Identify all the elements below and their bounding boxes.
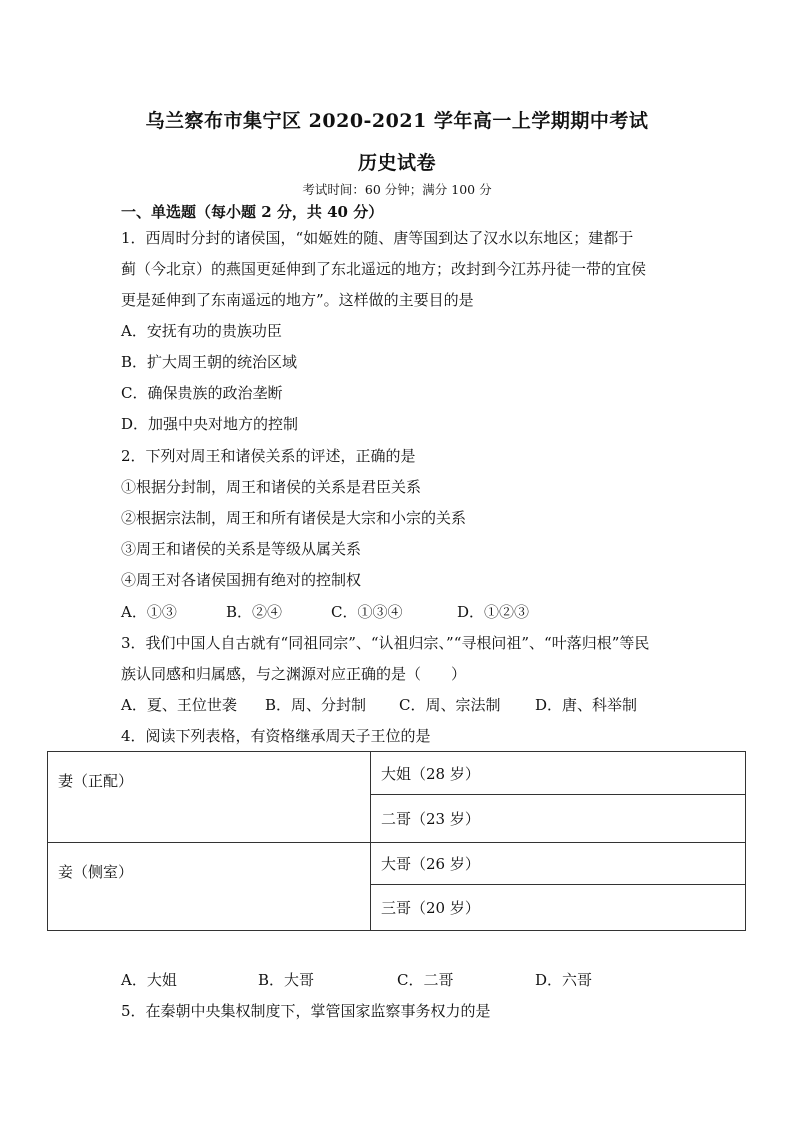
wife-child-cell: 大姐（28 岁） [371, 752, 746, 795]
q2-option-b: B．②④ [226, 603, 283, 621]
q2-stem: 2．下列对周王和诸侯关系的评述，正确的是 [121, 447, 416, 465]
q4-option-c: C．二哥 [397, 971, 454, 989]
exam-subtitle: 历史试卷 [357, 152, 436, 174]
q1-option-a: A．安抚有功的贵族功臣 [121, 322, 282, 340]
q1-stem-line-3: 更是延伸到了东南遥远的地方”。这样做的主要目的是 [121, 291, 474, 309]
table-row [48, 843, 746, 885]
q2-option-a: A．①③ [121, 603, 177, 621]
q2-item-4: ④周王对各诸侯国拥有绝对的控制权 [121, 571, 362, 589]
wife-label-cell: 妻（正配） [48, 752, 371, 843]
q3-stem-line-1: 3．我们中国人自古就有“同祖同宗”、“认祖归宗、”“寻根问祖”、“叶落归根”等民 [121, 634, 650, 652]
q1-option-c: C．确保贵族的政治垄断 [121, 384, 283, 402]
q3-option-d: D．唐、科举制 [535, 696, 638, 714]
q1-option-b: B．扩大周王朝的统治区域 [121, 353, 298, 371]
q2-option-d: D．①②③ [457, 603, 530, 621]
q2-item-3: ③周王和诸侯的关系是等级从属关系 [121, 540, 362, 558]
q2-item-1: ①根据分封制，周王和诸侯的关系是君臣关系 [121, 478, 422, 496]
q3-option-c: C．周、宗法制 [399, 696, 501, 714]
q1-stem-line-1: 1．西周时分封的诸侯国，“如姬姓的随、唐等国到达了汉水以东地区；建都于 [121, 229, 634, 247]
section-heading: 一、单选题（每小题 2 分，共 40 分） [121, 203, 384, 221]
q5-stem: 5．在秦朝中央集权制度下，掌管国家监察事务权力的是 [121, 1002, 491, 1020]
q3-option-b: B．周、分封制 [265, 696, 367, 714]
exam-title: 乌兰察布市集宁区 2020-2021 学年高一上学期期中考试 [145, 110, 649, 132]
q3-option-a: A．夏、王位世袭 [121, 696, 237, 714]
exam-info: 考试时间：60 分钟；满分 100 分 [302, 182, 492, 197]
q1-option-d: D．加强中央对地方的控制 [121, 415, 299, 433]
q4-stem: 4．阅读下列表格，有资格继承周天子王位的是 [121, 727, 431, 745]
q2-option-c: C．①③④ [331, 603, 403, 621]
q4-option-a: A．大姐 [121, 971, 177, 989]
q3-stem-line-2: 族认同感和归属感，与之渊源对应正确的是（ ） [121, 665, 467, 683]
concubine-label-cell: 妾（侧室） [48, 843, 371, 931]
q4-succession-table [47, 751, 746, 931]
concubine-child-cell: 三哥（20 岁） [371, 885, 746, 931]
q2-item-2: ②根据宗法制，周王和所有诸侯是大宗和小宗的关系 [121, 509, 467, 527]
q4-option-b: B．大哥 [258, 971, 315, 989]
concubine-child-cell: 大哥（26 岁） [371, 843, 746, 885]
table-row [48, 752, 746, 795]
q4-option-d: D．六哥 [535, 971, 593, 989]
q1-stem-line-2: 蓟（今北京）的燕国更延伸到了东北遥远的地方；改封到今江苏丹徒一带的宜侯 [121, 260, 647, 278]
wife-child-cell: 二哥（23 岁） [371, 795, 746, 843]
